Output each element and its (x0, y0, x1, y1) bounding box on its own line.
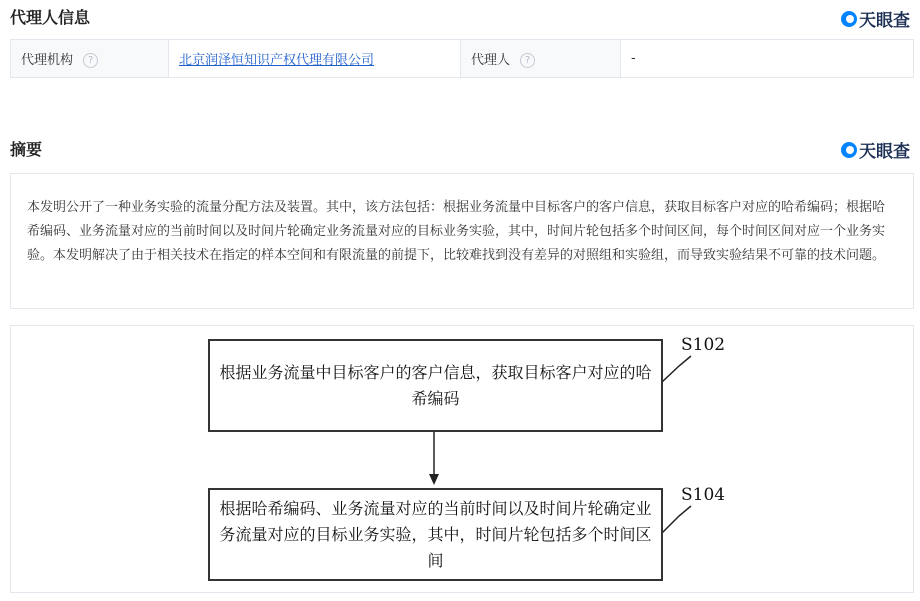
question-circle-icon[interactable]: ? (83, 53, 98, 68)
brand-text: 天眼查 (859, 11, 910, 31)
agency-label-cell (11, 40, 169, 78)
abstract-text: 本发明公开了一种业务实验的流量分配方法及装置。其中，该方法包括：根据业务流量中目标客户的客户信息，获取目标客户对应的哈希编码；根据哈希编码、业务流量对应的当前时间以及时间片轮确定业务流量对应的目标业务实验，其中，时间片轮包括多个时间区间，每个时间区间对应一个业务实验。本发明解决了由于相关技术在指定的样本空间和有限流量的前提下，比较难找到没有差异的对照组和实验组，而导致实验结果不可靠的技术问题。 (10, 173, 914, 309)
question-circle-icon[interactable]: ? (520, 53, 535, 68)
agent-info-title: 代理人信息 (10, 8, 91, 27)
agency-value-cell (169, 40, 461, 78)
agency-link[interactable]: 北京润泽恒知识产权代理有限公司 (179, 53, 375, 68)
agent-value-cell (621, 40, 914, 78)
flow-step-s104: 根据哈希编码、业务流量对应的当前时间以及时间片轮确定业务流量对应的目标业务实验，其中，时间片轮包括多个时间区间 (208, 488, 663, 581)
tianyancha-logo-icon (841, 11, 857, 27)
flow-arrow-head (429, 474, 439, 485)
tianyancha-brand (841, 137, 910, 162)
agency-label: 代理机构 (21, 53, 74, 68)
s104-leader-line (662, 506, 691, 533)
patent-figure (10, 325, 914, 593)
table-row (11, 40, 914, 78)
agent-label: 代理人 (471, 53, 511, 68)
agent-label-cell (461, 40, 621, 78)
tianyancha-brand (841, 6, 910, 31)
abstract-title: 摘要 (10, 140, 43, 159)
flow-step-s102: 根据业务流量中目标客户的客户信息，获取目标客户对应的哈希编码 (208, 339, 663, 432)
step-label-s102: S102 (681, 335, 726, 355)
brand-text: 天眼查 (859, 142, 910, 162)
s102-leader-line (662, 356, 691, 382)
agent-info-table (10, 39, 914, 78)
tianyancha-logo-icon (841, 142, 857, 158)
agent-value: - (631, 51, 636, 66)
step-label-s104: S104 (681, 485, 726, 505)
